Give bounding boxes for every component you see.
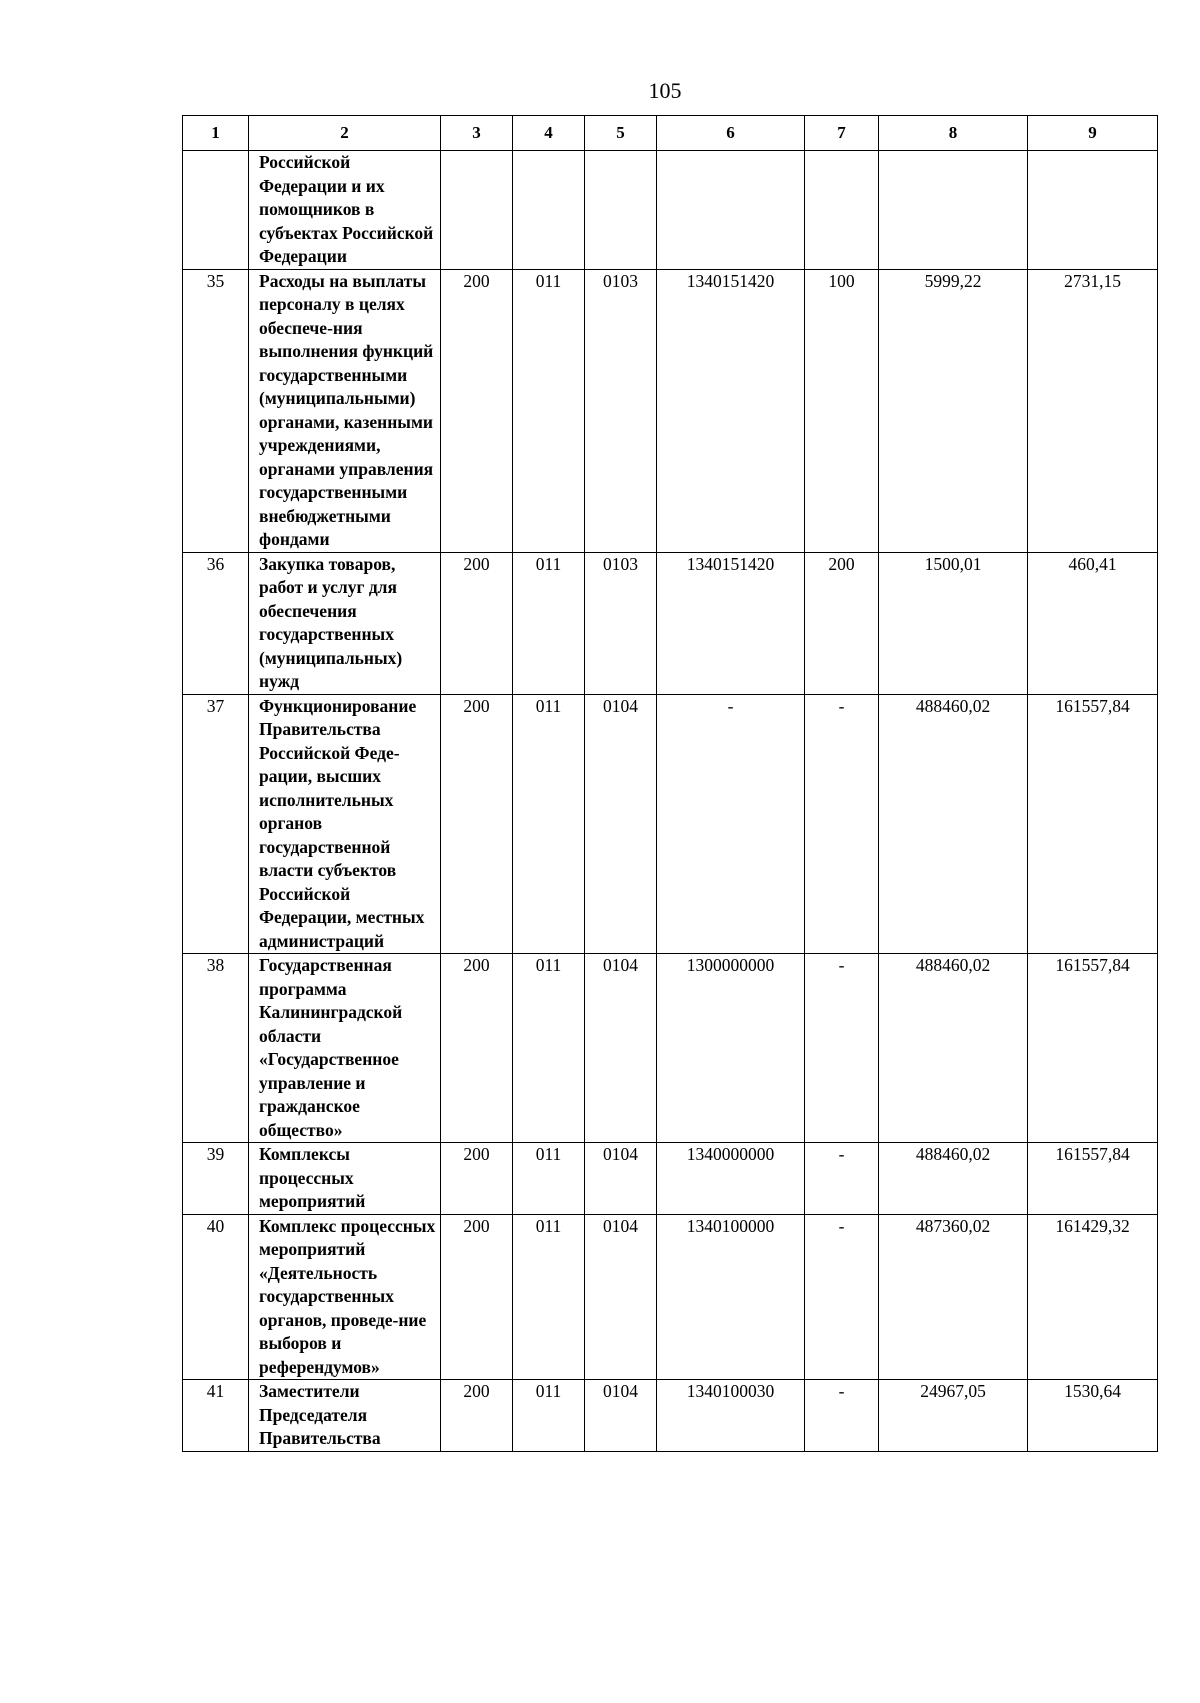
cell-col5: 0104 [585, 1143, 657, 1215]
cell-col9: 161557,84 [1028, 954, 1158, 1143]
table-row [183, 694, 1158, 954]
cell-col8: 24967,05 [879, 1380, 1028, 1452]
row-name: Комплекс процессных мероприятий «Деятельность государственных органов, проведе-ние выборов и референдумов» [249, 1214, 441, 1380]
row-number: 35 [183, 269, 249, 552]
row-name: Российской Федерации и их помощников в субъектах Российской Федерации [249, 151, 441, 270]
table-row [183, 1380, 1158, 1452]
row-name: Закупка товаров, работ и услуг для обеспечения государственных (муниципальных) нужд [249, 552, 441, 694]
cell-col3: 200 [441, 269, 513, 552]
row-number: 39 [183, 1143, 249, 1215]
cell-col4: 011 [513, 1214, 585, 1380]
cell-col5 [585, 151, 657, 270]
column-header: 1 [183, 116, 249, 151]
cell-col9: 161429,32 [1028, 1214, 1158, 1380]
cell-col6: 1340100000 [657, 1214, 805, 1380]
column-header: 4 [513, 116, 585, 151]
table-row [183, 269, 1158, 552]
column-header: 6 [657, 116, 805, 151]
row-name: Расходы на выплаты персоналу в целях обеспече-ния выполнения функций государственными (муниципальными) органами, казенными учреждениями, органами управления государственными внебюджетными фондами [249, 269, 441, 552]
cell-col8: 488460,02 [879, 694, 1028, 954]
table-row [183, 1143, 1158, 1215]
cell-col6: 1340151420 [657, 552, 805, 694]
row-name: Государственная программа Калининградской области «Государственное управление и гражданское общество» [249, 954, 441, 1143]
cell-col8: 1500,01 [879, 552, 1028, 694]
cell-col7: 200 [805, 552, 879, 694]
cell-col7: - [805, 1214, 879, 1380]
cell-col5: 0103 [585, 269, 657, 552]
cell-col5: 0104 [585, 694, 657, 954]
row-name: Заместители Председателя Правительства [249, 1380, 441, 1452]
cell-col5: 0104 [585, 954, 657, 1143]
cell-col9: 460,41 [1028, 552, 1158, 694]
cell-col7: - [805, 1380, 879, 1452]
cell-col7 [805, 151, 879, 270]
cell-col3: 200 [441, 1143, 513, 1215]
cell-col4: 011 [513, 269, 585, 552]
cell-col9: 1530,64 [1028, 1380, 1158, 1452]
column-header: 2 [249, 116, 441, 151]
column-header: 9 [1028, 116, 1158, 151]
row-number [183, 151, 249, 270]
cell-col5: 0104 [585, 1380, 657, 1452]
cell-col4: 011 [513, 954, 585, 1143]
row-number: 38 [183, 954, 249, 1143]
cell-col8: 5999,22 [879, 269, 1028, 552]
cell-col9: 161557,84 [1028, 1143, 1158, 1215]
cell-col7: - [805, 1143, 879, 1215]
row-number: 41 [183, 1380, 249, 1452]
cell-col6 [657, 151, 805, 270]
cell-col6: 1340151420 [657, 269, 805, 552]
cell-col5: 0103 [585, 552, 657, 694]
cell-col3: 200 [441, 552, 513, 694]
cell-col9 [1028, 151, 1158, 270]
cell-col6: 1340100030 [657, 1380, 805, 1452]
cell-col4: 011 [513, 694, 585, 954]
cell-col4: 011 [513, 1143, 585, 1215]
cell-col8: 488460,02 [879, 954, 1028, 1143]
cell-col9: 2731,15 [1028, 269, 1158, 552]
column-header: 5 [585, 116, 657, 151]
cell-col9: 161557,84 [1028, 694, 1158, 954]
page-number: 105 [648, 78, 682, 103]
cell-col3: 200 [441, 1380, 513, 1452]
cell-col3: 200 [441, 954, 513, 1143]
cell-col6: - [657, 694, 805, 954]
column-header: 3 [441, 116, 513, 151]
cell-col5: 0104 [585, 1214, 657, 1380]
row-name: Комплексы процессных мероприятий [249, 1143, 441, 1215]
table-row [183, 954, 1158, 1143]
row-number: 37 [183, 694, 249, 954]
table-row [183, 1214, 1158, 1380]
cell-col3: 200 [441, 694, 513, 954]
cell-col4 [513, 151, 585, 270]
cell-col8 [879, 151, 1028, 270]
cell-col6: 1300000000 [657, 954, 805, 1143]
header-row [183, 116, 1158, 151]
column-header: 8 [879, 116, 1028, 151]
row-name: Функционирование Правительства Российской Феде-рации, высших исполнительных органов государственной власти субъектов Российской Федерации, местных администраций [249, 694, 441, 954]
cell-col7: - [805, 694, 879, 954]
budget-table [182, 115, 1158, 1452]
table-row [183, 552, 1158, 694]
cell-col6: 1340000000 [657, 1143, 805, 1215]
cell-col3 [441, 151, 513, 270]
cell-col8: 488460,02 [879, 1143, 1028, 1215]
column-header: 7 [805, 116, 879, 151]
cell-col7: 100 [805, 269, 879, 552]
cell-col4: 011 [513, 552, 585, 694]
row-number: 36 [183, 552, 249, 694]
table-row [183, 151, 1158, 270]
cell-col3: 200 [441, 1214, 513, 1380]
cell-col8: 487360,02 [879, 1214, 1028, 1380]
cell-col4: 011 [513, 1380, 585, 1452]
cell-col7: - [805, 954, 879, 1143]
row-number: 40 [183, 1214, 249, 1380]
